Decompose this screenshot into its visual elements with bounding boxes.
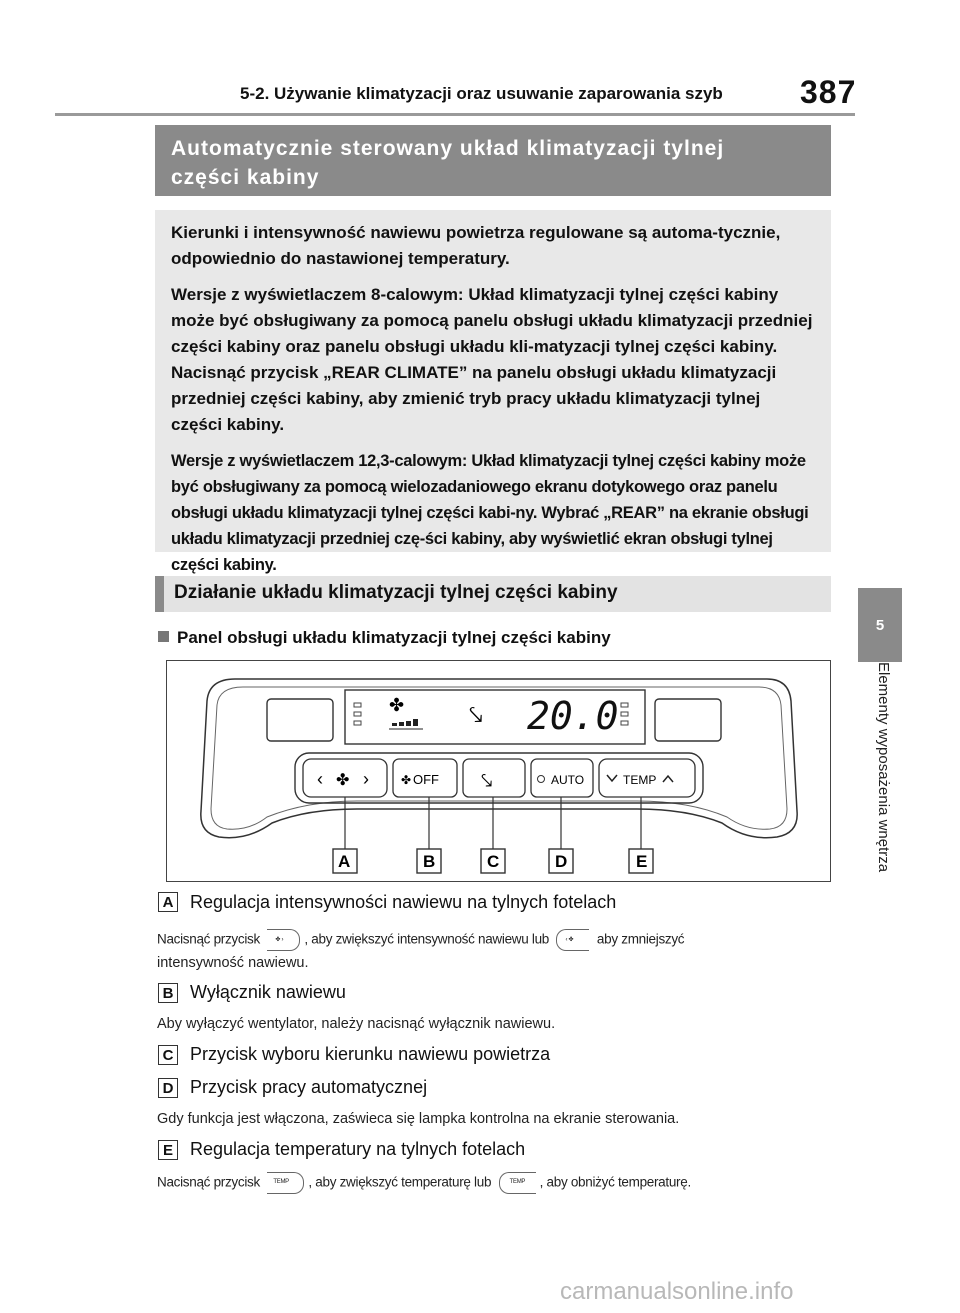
intro-paragraph-1: Kierunki i intensywność nawiewu powietrza regulowane są automa-tycznie, odpowiednio do nastawionej temperatury. xyxy=(171,223,781,268)
fan-increase-inline-icon: ✤ › xyxy=(267,929,300,951)
auto-label: AUTO xyxy=(551,773,585,787)
running-header: 5-2. Używanie klimatyzacji oraz usuwanie zaparowania szyb xyxy=(240,84,723,103)
header-rule xyxy=(55,113,855,116)
callout-d: D xyxy=(555,852,568,871)
subheading xyxy=(158,628,611,648)
display-fan-icon: ✤ xyxy=(389,695,405,716)
item-e-letter: E xyxy=(158,1140,178,1160)
callout-a: A xyxy=(338,852,351,871)
section-heading-1-line1: Automatycznie sterowany układ klimatyzacji tylnej xyxy=(171,137,725,160)
fan-decrease-inline-icon: ‹ ✤ xyxy=(556,929,589,951)
page-number: 387 xyxy=(800,74,857,110)
watermark: carmanualsonline.info xyxy=(560,1278,794,1305)
item-e-note-part2: , aby zwiększyć temperaturę lub xyxy=(308,1174,492,1190)
air-direction-button[interactable] xyxy=(463,759,525,797)
callout-b: B xyxy=(423,852,436,871)
item-e-title: Regulacja temperatury na tylnych fotelach xyxy=(190,1139,526,1159)
left-window xyxy=(267,699,333,741)
chapter-tab: 5 xyxy=(858,588,902,662)
callout-e: E xyxy=(636,852,648,871)
callout-leaders xyxy=(345,797,641,849)
item-c-title: Przycisk wyboru kierunku nawiewu powietrza xyxy=(190,1044,551,1064)
display-temperature: 20.0 xyxy=(527,694,619,738)
item-a-note-part3: aby zmniejszyć xyxy=(596,931,685,947)
fan-increase-chevron-icon: › xyxy=(363,769,369,789)
square-bullet-icon xyxy=(158,631,169,642)
display-airflow-icon: ⤥ xyxy=(469,701,483,729)
item-a-title: Regulacja intensywności nawiewu na tylnych fotelach xyxy=(190,892,617,912)
item-a-note-part1: Nacisnąć przycisk xyxy=(157,931,260,947)
item-e-note-part3: , aby obniżyć temperaturę. xyxy=(539,1174,691,1190)
fan-icon: ✤ xyxy=(336,770,350,789)
intro-box xyxy=(155,210,831,574)
callout-labels xyxy=(333,849,653,873)
section-heading-1 xyxy=(155,125,831,196)
item-a-note-part2: , aby zwiększyć intensywność nawiewu lub xyxy=(304,931,550,947)
section-heading-1-line2: części kabiny xyxy=(171,166,320,189)
subheading-text: Panel obsługi układu klimatyzacji tylnej części kabiny xyxy=(177,628,611,647)
chapter-label: Elementy wyposażenia wnętrza xyxy=(875,662,892,873)
item-e-note xyxy=(157,1172,691,1194)
fan-decrease-chevron-icon: ‹ xyxy=(317,769,323,789)
fan-off-label: OFF xyxy=(413,772,439,787)
item-a-letter: A xyxy=(158,892,178,912)
item-b-note: Aby wyłączyć wentylator, należy nacisnąć wyłącznik nawiewu. xyxy=(157,1016,556,1032)
item-e-note-part1: Nacisnąć przycisk xyxy=(157,1174,260,1190)
temp-up-inline-icon: TEMP xyxy=(267,1172,304,1194)
intro-paragraph-3: Wersje z wyświetlaczem 12,3-calowym: Układ klimatyzacji tylnej części kabiny może być obsługiwany za pomocą wielozadaniowego ekranu dotykowego oraz panelu obsługi układu klimatyzacji tylnej części kabi-ny. Wybrać „REAR” na ekranie obsługi układu klimatyzacji przedniej czę-ści kabiny, aby wyświetlić ekran obsługi tylnej części kabiny. xyxy=(171,452,809,574)
temp-label: TEMP xyxy=(623,773,657,787)
section-heading-2: Działanie układu klimatyzacji tylnej części kabiny xyxy=(155,576,831,612)
right-window xyxy=(655,699,721,741)
item-d-title: Przycisk pracy automatycznej xyxy=(190,1077,428,1097)
temp-down-inline-icon: TEMP xyxy=(499,1172,536,1194)
callout-c: C xyxy=(487,852,500,871)
item-a-note-line2: intensywność nawiewu. xyxy=(157,955,309,971)
item-d-note: Gdy funkcja jest włączona, zaświeca się lampka kontrolna na ekranie sterowania. xyxy=(157,1111,680,1127)
item-b-letter: B xyxy=(158,983,178,1003)
air-direction-icon: ⤥ xyxy=(481,768,493,792)
intro-paragraph-2: Wersje z wyświetlaczem 8-calowym: Układ klimatyzacji tylnej części kabiny może być obsługiwany za pomocą panelu obsługi układu klimatyzacji przedniej części kabiny oraz panelu obsługi układu kli-matyzacji tylnej części kabiny. Nacisnąć przycisk „REAR CLIMATE” na panelu obsługi układu klimatyzacji przedniej części kabiny, aby zmienić tryb pracy układu klimatyzacji tylnej części kabiny. xyxy=(171,285,813,434)
fan-off-icon: ✤ xyxy=(401,773,412,787)
item-b-title: Wyłącznik nawiewu xyxy=(190,982,346,1002)
item-a-note xyxy=(157,929,684,951)
item-d-letter: D xyxy=(158,1078,178,1098)
control-panel-illustration xyxy=(167,661,829,880)
item-c-letter: C xyxy=(158,1045,178,1065)
control-panel-figure xyxy=(166,660,831,882)
